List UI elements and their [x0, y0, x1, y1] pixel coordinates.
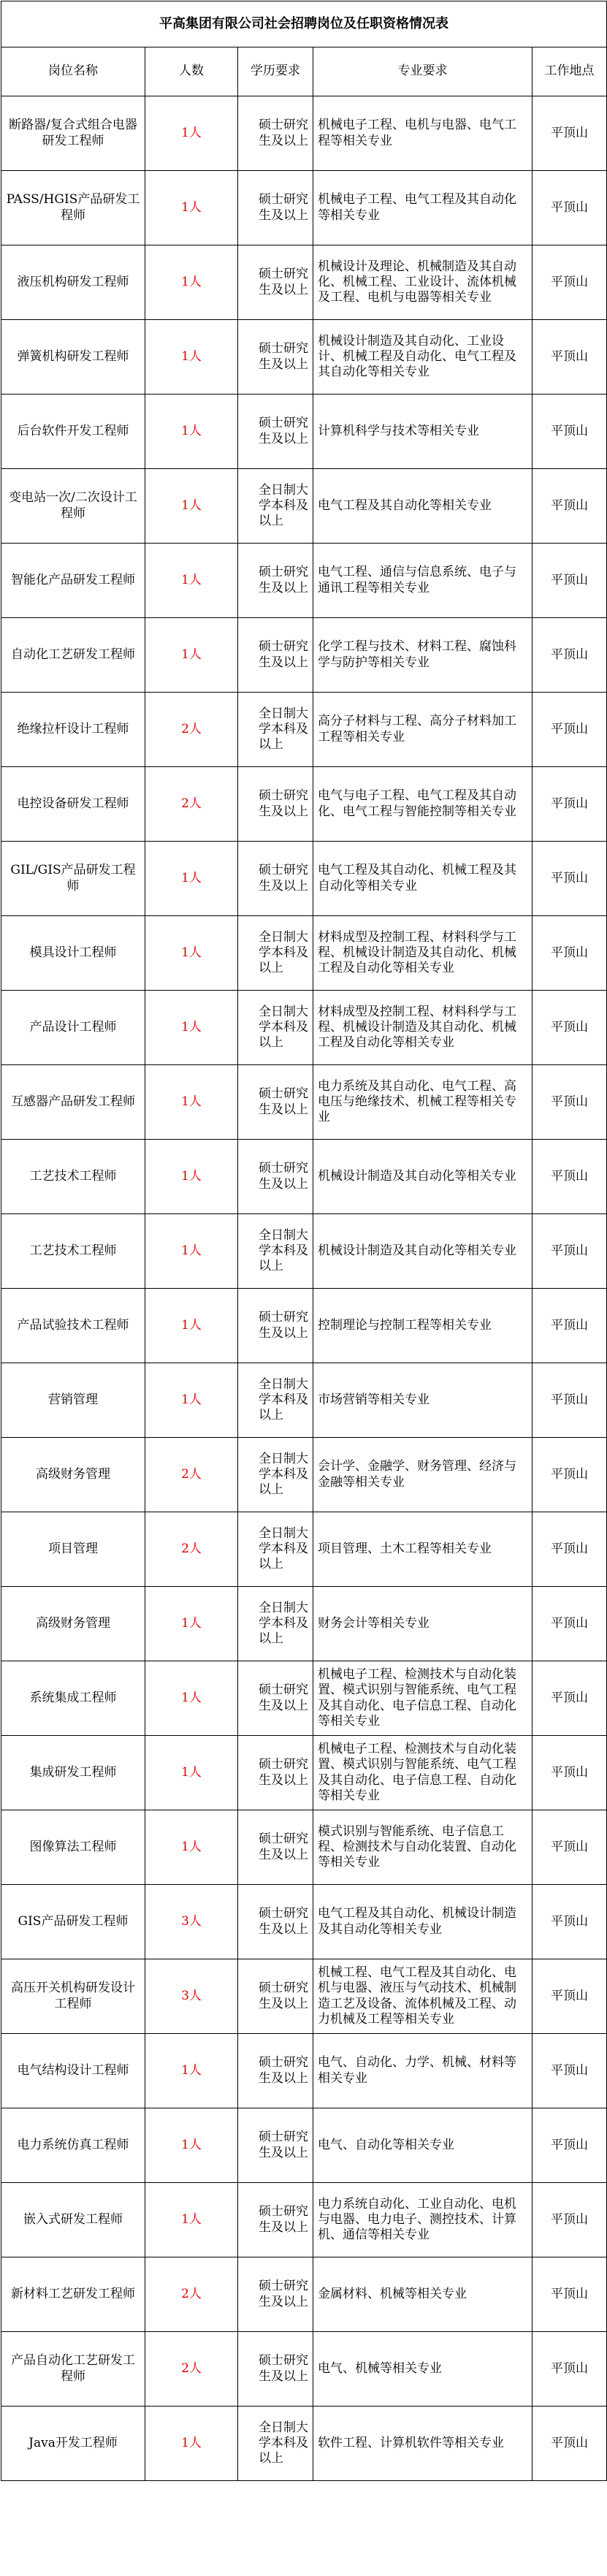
- position-cell: 项目管理: [1, 1512, 145, 1587]
- education-cell: 硕士研究生及以上: [238, 544, 313, 618]
- location-cell: 平顶山: [532, 1587, 607, 1661]
- location-cell: 平顶山: [532, 469, 607, 544]
- location-cell: 平顶山: [532, 1736, 607, 1810]
- education-cell: 硕士研究生及以上: [238, 96, 313, 171]
- major-cell: 高分子材料与工程、高分子材料加工工程等相关专业: [313, 693, 532, 767]
- count-cell: 1人: [145, 171, 238, 245]
- major-cell: 电气、自动化等相关专业: [313, 2108, 532, 2183]
- table-row: [1, 2034, 607, 2108]
- location-cell: 平顶山: [532, 2332, 607, 2407]
- table-row: [1, 320, 607, 395]
- education-cell: 硕士研究生及以上: [238, 2257, 313, 2332]
- position-cell: 工艺技术工程师: [1, 1140, 145, 1214]
- location-cell: 平顶山: [532, 916, 607, 991]
- education-cell: 硕士研究生及以上: [238, 618, 313, 693]
- education-cell: 硕士研究生及以上: [238, 842, 313, 916]
- major-cell: 电气工程及其自动化、机械工程及其自动化等相关专业: [313, 842, 532, 916]
- major-cell: 软件工程、计算机软件等相关专业: [313, 2407, 532, 2481]
- count-cell: 1人: [145, 2034, 238, 2108]
- table-row: [1, 2407, 607, 2481]
- count-cell: 1人: [145, 2108, 238, 2183]
- table-row: [1, 1438, 607, 1512]
- location-cell: 平顶山: [532, 1363, 607, 1438]
- major-cell: 电力系统自动化、工业自动化、电机与电器、电力电子、测控技术、计算机、通信等相关专业: [313, 2183, 532, 2257]
- location-cell: 平顶山: [532, 1661, 607, 1736]
- position-cell: 自动化工艺研发工程师: [1, 618, 145, 693]
- count-cell: 2人: [145, 767, 238, 842]
- education-cell: 全日制大学本科及以上: [238, 693, 313, 767]
- table-row: [1, 1289, 607, 1363]
- count-cell: 1人: [145, 1289, 238, 1363]
- location-cell: 平顶山: [532, 1438, 607, 1512]
- count-cell: 2人: [145, 1438, 238, 1512]
- count-cell: 1人: [145, 1140, 238, 1214]
- position-cell: 液压机构研发工程师: [1, 245, 145, 320]
- major-cell: 机械设计及理论、机械制造及其自动化、机械工程、工业设计、流体机械及工程、电机与电器等相关专业: [313, 245, 532, 320]
- table-row: [1, 916, 607, 991]
- education-cell: 硕士研究生及以上: [238, 245, 313, 320]
- position-cell: PASS/HGIS产品研发工程师: [1, 171, 145, 245]
- major-cell: 模式识别与智能系统、电子信息工程、检测技术与自动化装置、自动化等相关专业: [313, 1810, 532, 1885]
- major-cell: 机械电子工程、电机与电器、电气工程等相关专业: [313, 96, 532, 171]
- table-row: [1, 245, 607, 320]
- education-cell: 硕士研究生及以上: [238, 2332, 313, 2407]
- major-cell: 市场营销等相关专业: [313, 1363, 532, 1438]
- education-cell: 硕士研究生及以上: [238, 395, 313, 469]
- education-cell: 全日制大学本科及以上: [238, 469, 313, 544]
- count-cell: 1人: [145, 618, 238, 693]
- position-cell: 智能化产品研发工程师: [1, 544, 145, 618]
- education-cell: 全日制大学本科及以上: [238, 1214, 313, 1289]
- location-cell: 平顶山: [532, 1885, 607, 1959]
- count-cell: 1人: [145, 320, 238, 395]
- education-cell: 硕士研究生及以上: [238, 1959, 313, 2034]
- table-row: [1, 1512, 607, 1587]
- table-row: [1, 991, 607, 1065]
- location-cell: 平顶山: [532, 96, 607, 171]
- location-cell: 平顶山: [532, 991, 607, 1065]
- count-cell: 1人: [145, 1810, 238, 1885]
- count-cell: 2人: [145, 1512, 238, 1587]
- major-cell: 材料成型及控制工程、材料科学与工程、机械设计制造及其自动化、机械工程及自动化等相关专业: [313, 991, 532, 1065]
- major-cell: 电气与电子工程、电气工程及其自动化、电气工程与智能控制等相关专业: [313, 767, 532, 842]
- table-row: [1, 544, 607, 618]
- major-cell: 机械设计制造及其自动化等相关专业: [313, 1140, 532, 1214]
- table-row: [1, 842, 607, 916]
- table-row: [1, 693, 607, 767]
- table-row: [1, 618, 607, 693]
- recruitment-table: [1, 1, 607, 2481]
- table-row: [1, 1214, 607, 1289]
- table-row: [1, 1885, 607, 1959]
- education-cell: 硕士研究生及以上: [238, 171, 313, 245]
- location-cell: 平顶山: [532, 544, 607, 618]
- count-cell: 1人: [145, 842, 238, 916]
- count-cell: 1人: [145, 1214, 238, 1289]
- count-cell: 3人: [145, 1885, 238, 1959]
- education-cell: 硕士研究生及以上: [238, 320, 313, 395]
- table-row: [1, 1065, 607, 1140]
- table-row: [1, 2183, 607, 2257]
- table-row: [1, 1661, 607, 1736]
- location-cell: 平顶山: [532, 842, 607, 916]
- location-cell: 平顶山: [532, 2257, 607, 2332]
- education-cell: 全日制大学本科及以上: [238, 1438, 313, 1512]
- major-cell: 金属材料、机械等相关专业: [313, 2257, 532, 2332]
- location-cell: 平顶山: [532, 2407, 607, 2481]
- major-cell: 电气、机械等相关专业: [313, 2332, 532, 2407]
- position-cell: GIS产品研发工程师: [1, 1885, 145, 1959]
- count-cell: 2人: [145, 693, 238, 767]
- table-row: [1, 2108, 607, 2183]
- count-cell: 1人: [145, 991, 238, 1065]
- position-cell: 电控设备研发工程师: [1, 767, 145, 842]
- count-cell: 1人: [145, 916, 238, 991]
- table-row: [1, 2257, 607, 2332]
- major-cell: 机械电子工程、电气工程及其自动化等相关专业: [313, 171, 532, 245]
- major-cell: 项目管理、土木工程等相关专业: [313, 1512, 532, 1587]
- education-cell: 全日制大学本科及以上: [238, 991, 313, 1065]
- major-cell: 电气工程、通信与信息系统、电子与通讯工程等相关专业: [313, 544, 532, 618]
- count-cell: 1人: [145, 544, 238, 618]
- education-cell: 全日制大学本科及以上: [238, 916, 313, 991]
- location-cell: 平顶山: [532, 171, 607, 245]
- table-row: [1, 1810, 607, 1885]
- location-cell: 平顶山: [532, 618, 607, 693]
- major-cell: 材料成型及控制工程、材料科学与工程、机械设计制造及其自动化、机械工程及自动化等相关专业: [313, 916, 532, 991]
- location-cell: 平顶山: [532, 693, 607, 767]
- position-cell: 产品设计工程师: [1, 991, 145, 1065]
- major-cell: 控制理论与控制工程等相关专业: [313, 1289, 532, 1363]
- table-row: [1, 1140, 607, 1214]
- position-cell: 集成研发工程师: [1, 1736, 145, 1810]
- major-cell: 机械设计制造及其自动化、工业设计、机械工程及自动化、电气工程及其自动化等相关专业: [313, 320, 532, 395]
- table-row: [1, 1736, 607, 1810]
- major-cell: 财务会计等相关专业: [313, 1587, 532, 1661]
- count-cell: 2人: [145, 2332, 238, 2407]
- table-body: [1, 96, 607, 2481]
- location-cell: 平顶山: [532, 1065, 607, 1140]
- major-cell: 机械电子工程、检测技术与自动化装置、模式识别与智能系统、电气工程及其自动化、电子信息工程、自动化等相关专业: [313, 1736, 532, 1810]
- header-education: 学历要求: [238, 47, 313, 96]
- position-cell: GIL/GIS产品研发工程师: [1, 842, 145, 916]
- position-cell: 变电站一次/二次设计工程师: [1, 469, 145, 544]
- location-cell: 平顶山: [532, 1512, 607, 1587]
- location-cell: 平顶山: [532, 245, 607, 320]
- education-cell: 硕士研究生及以上: [238, 1289, 313, 1363]
- position-cell: 模具设计工程师: [1, 916, 145, 991]
- major-cell: 电力系统及其自动化、电气工程、高电压与绝缘技术、机械工程等相关专业: [313, 1065, 532, 1140]
- location-cell: 平顶山: [532, 1810, 607, 1885]
- education-cell: 全日制大学本科及以上: [238, 1512, 313, 1587]
- count-cell: 2人: [145, 2257, 238, 2332]
- major-cell: 机械设计制造及其自动化等相关专业: [313, 1214, 532, 1289]
- header-count: 人数: [145, 47, 238, 96]
- location-cell: 平顶山: [532, 2034, 607, 2108]
- position-cell: 后台软件开发工程师: [1, 395, 145, 469]
- count-cell: 1人: [145, 469, 238, 544]
- major-cell: 机械工程、电气工程及其自动化、电机与电器、液压与气动技术、机械制造工艺及设备、流体机械及工程、动力机械及工程等相关专业: [313, 1959, 532, 2034]
- major-cell: 电气工程及其自动化、机械设计制造及其自动化等相关专业: [313, 1885, 532, 1959]
- location-cell: 平顶山: [532, 395, 607, 469]
- education-cell: 全日制大学本科及以上: [238, 1363, 313, 1438]
- table-title: 平高集团有限公司社会招聘岗位及任职资格情况表: [1, 1, 607, 47]
- header-location: 工作地点: [532, 47, 607, 96]
- position-cell: 电力系统仿真工程师: [1, 2108, 145, 2183]
- count-cell: 1人: [145, 1736, 238, 1810]
- position-cell: 新材料工艺研发工程师: [1, 2257, 145, 2332]
- major-cell: 电气、自动化、力学、机械、材料等相关专业: [313, 2034, 532, 2108]
- count-cell: 1人: [145, 1661, 238, 1736]
- position-cell: 图像算法工程师: [1, 1810, 145, 1885]
- education-cell: 硕士研究生及以上: [238, 2183, 313, 2257]
- header-position: 岗位名称: [1, 47, 145, 96]
- position-cell: 营销管理: [1, 1363, 145, 1438]
- position-cell: 断路器/复合式组合电器研发工程师: [1, 96, 145, 171]
- education-cell: 硕士研究生及以上: [238, 1810, 313, 1885]
- education-cell: 全日制大学本科及以上: [238, 2407, 313, 2481]
- count-cell: 1人: [145, 2407, 238, 2481]
- position-cell: 绝缘拉杆设计工程师: [1, 693, 145, 767]
- major-cell: 电气工程及其自动化等相关专业: [313, 469, 532, 544]
- location-cell: 平顶山: [532, 1959, 607, 2034]
- position-cell: 系统集成工程师: [1, 1661, 145, 1736]
- table-row: [1, 96, 607, 171]
- location-cell: 平顶山: [532, 2183, 607, 2257]
- education-cell: 硕士研究生及以上: [238, 2034, 313, 2108]
- table-row: [1, 395, 607, 469]
- position-cell: 高级财务管理: [1, 1438, 145, 1512]
- count-cell: 1人: [145, 96, 238, 171]
- major-cell: 会计学、金融学、财务管理、经济与金融等相关专业: [313, 1438, 532, 1512]
- education-cell: 全日制大学本科及以上: [238, 1587, 313, 1661]
- table-row: [1, 171, 607, 245]
- position-cell: 高级财务管理: [1, 1587, 145, 1661]
- position-cell: 弹簧机构研发工程师: [1, 320, 145, 395]
- education-cell: 硕士研究生及以上: [238, 1736, 313, 1810]
- major-cell: 机械电子工程、检测技术与自动化装置、模式识别与智能系统、电气工程及其自动化、电子信息工程、自动化等相关专业: [313, 1661, 532, 1736]
- location-cell: 平顶山: [532, 1140, 607, 1214]
- major-cell: 化学工程与技术、材料工程、腐蚀科学与防护等相关专业: [313, 618, 532, 693]
- position-cell: 产品试验技术工程师: [1, 1289, 145, 1363]
- table-row: [1, 469, 607, 544]
- position-cell: 互感器产品研发工程师: [1, 1065, 145, 1140]
- education-cell: 硕士研究生及以上: [238, 2108, 313, 2183]
- count-cell: 1人: [145, 2183, 238, 2257]
- location-cell: 平顶山: [532, 320, 607, 395]
- table-row: [1, 1587, 607, 1661]
- location-cell: 平顶山: [532, 767, 607, 842]
- position-cell: 产品自动化工艺研发工程师: [1, 2332, 145, 2407]
- location-cell: 平顶山: [532, 2108, 607, 2183]
- position-cell: 嵌入式研发工程师: [1, 2183, 145, 2257]
- count-cell: 1人: [145, 1587, 238, 1661]
- count-cell: 3人: [145, 1959, 238, 2034]
- position-cell: Java开发工程师: [1, 2407, 145, 2481]
- position-cell: 电气结构设计工程师: [1, 2034, 145, 2108]
- position-cell: 工艺技术工程师: [1, 1214, 145, 1289]
- count-cell: 1人: [145, 1363, 238, 1438]
- education-cell: 硕士研究生及以上: [238, 767, 313, 842]
- header-major: 专业要求: [313, 47, 532, 96]
- count-cell: 1人: [145, 395, 238, 469]
- location-cell: 平顶山: [532, 1289, 607, 1363]
- count-cell: 1人: [145, 1065, 238, 1140]
- education-cell: 硕士研究生及以上: [238, 1140, 313, 1214]
- table-row: [1, 1363, 607, 1438]
- count-cell: 1人: [145, 245, 238, 320]
- table-row: [1, 2332, 607, 2407]
- table-row: [1, 767, 607, 842]
- location-cell: 平顶山: [532, 1214, 607, 1289]
- position-cell: 高压开关机构研发设计工程师: [1, 1959, 145, 2034]
- education-cell: 硕士研究生及以上: [238, 1885, 313, 1959]
- table-row: [1, 1959, 607, 2034]
- major-cell: 计算机科学与技术等相关专业: [313, 395, 532, 469]
- education-cell: 硕士研究生及以上: [238, 1661, 313, 1736]
- education-cell: 硕士研究生及以上: [238, 1065, 313, 1140]
